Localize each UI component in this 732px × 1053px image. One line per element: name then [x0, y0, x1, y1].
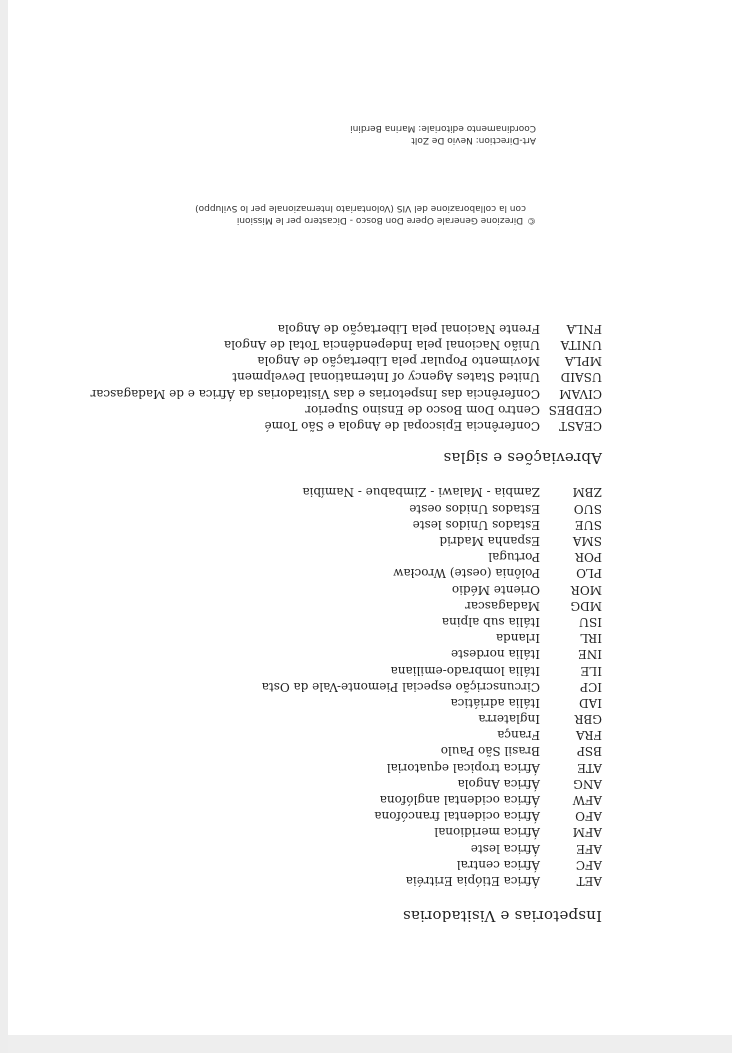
coordination-text: Coordinamento editoriale: Marina Berdini — [350, 123, 536, 133]
abbreviation-code: IRL — [580, 631, 602, 646]
inspectorias-title: Inspetorias e Visitadorias — [402, 907, 602, 925]
abbreviation-name: África meridional — [434, 825, 540, 840]
list-item — [262, 840, 602, 856]
list-item — [262, 792, 602, 808]
abbreviation-code: AFC — [575, 857, 602, 872]
abbreviation-code: AFM — [572, 825, 602, 840]
abbreviation-code: AFO — [575, 809, 602, 824]
scan-edge-top — [0, 1035, 732, 1053]
list-item — [90, 321, 602, 337]
abbreviation-name: África Etiópia Eritréia — [405, 874, 540, 888]
abbreviation-name: Portugal — [488, 550, 540, 565]
abbreviation-name: União Nacional pela Independência Total de Angola — [223, 338, 540, 353]
list-item — [262, 857, 602, 873]
art-direction-text: Art-Direction: Nevio De Zolt — [411, 135, 536, 145]
abbreviation-name: Inglaterra — [478, 712, 540, 727]
colophon-coordination — [350, 122, 536, 133]
list-item — [262, 501, 602, 517]
abbreviation-name: Polônia (oeste) Wrocław — [393, 566, 540, 581]
list-item — [90, 353, 602, 369]
colophon-line2: con la collaborazione del VIS (Volontariato Internazionale per lo Sviluppo) — [195, 203, 526, 213]
abbreviation-name: Estados Unidos oeste — [409, 501, 540, 516]
abbreviation-code: IAD — [578, 695, 602, 710]
abbreviation-name: África leste — [470, 841, 540, 856]
abbreviation-code: BSP — [576, 744, 602, 759]
abbreviation-name: Brasil São Paulo — [440, 744, 540, 759]
abbreviation-name: África tropical equatorial — [386, 760, 540, 775]
abbreviation-code: CEAST — [559, 419, 602, 433]
abbreviation-code: GBR — [574, 712, 602, 727]
list-item — [262, 549, 602, 565]
list-item — [262, 517, 602, 533]
list-item — [262, 679, 602, 695]
abreviacoes-list — [90, 321, 602, 434]
list-item — [262, 808, 602, 824]
abbreviation-code: ATE — [577, 760, 602, 775]
colophon-line1: Direzione Generale Opere Don Bosco - Dicastero per le Missioni — [236, 215, 524, 225]
abbreviation-code: AFW — [572, 793, 602, 808]
list-item — [262, 484, 602, 500]
list-item — [90, 369, 602, 385]
abbreviation-code: AET — [576, 874, 602, 888]
list-item — [262, 614, 602, 630]
list-item — [262, 776, 602, 792]
list-item — [262, 565, 602, 581]
abbreviation-name: Itália sub alpina — [441, 615, 540, 629]
abbreviation-name: Madagascar — [465, 598, 540, 613]
abbreviation-name: Itália adriática — [450, 695, 540, 710]
abbreviation-name: Movimento Popular pela Libertação de Angola — [257, 354, 540, 369]
list-item — [262, 598, 602, 614]
abbreviation-name: África ocidental anglófona — [379, 793, 540, 808]
abbreviation-name: Conferência Episcopal de Angola e São Tomé — [264, 419, 540, 433]
abbreviation-code: MDG — [570, 598, 602, 613]
list-item — [90, 402, 602, 418]
abbreviation-code: SUE — [574, 517, 602, 532]
list-item — [262, 743, 602, 759]
abbreviation-code: ZBM — [572, 485, 602, 500]
abbreviation-name: Circunscrição especial Piemonte-Vale da Osta — [261, 679, 540, 694]
abbreviation-name: Estados Unidos leste — [412, 517, 540, 532]
abbreviation-code: USAID — [560, 370, 602, 385]
abbreviation-code: ISU — [578, 615, 602, 629]
abreviacoes-title: Abreviações e siglas — [443, 449, 602, 467]
abbreviation-code: FRA — [575, 728, 602, 743]
list-item — [262, 824, 602, 840]
list-item — [262, 727, 602, 743]
abbreviation-code: CEDBES — [548, 402, 602, 417]
abbreviation-name: Conferência das Inspetorias e das Visitadorias da África e de Madagascar — [90, 386, 540, 401]
list-item — [262, 873, 602, 889]
list-item — [262, 695, 602, 711]
abbreviation-name: Zambia - Malawi - Zimbabue - Namíbia — [302, 485, 540, 500]
abbreviation-code: PLO — [576, 566, 602, 581]
abbreviation-code: ANG — [573, 776, 602, 791]
abbreviation-code: MPLA — [565, 354, 602, 369]
list-item — [262, 533, 602, 549]
abbreviation-code: POR — [575, 550, 602, 565]
abbreviation-name: Frente Nacional pela Libertação de Angola — [277, 321, 540, 336]
abbreviation-name: França — [497, 728, 540, 743]
list-item — [262, 760, 602, 776]
list-item — [90, 337, 602, 353]
abbreviation-code: SUO — [573, 501, 602, 516]
abbreviation-code: ILE — [580, 663, 602, 678]
list-item — [262, 711, 602, 727]
list-item — [90, 418, 602, 434]
abbreviation-code: CIVAM — [559, 386, 602, 401]
abbreviation-name: United States Agency of International Develpment — [232, 370, 540, 385]
copyright-symbol: © — [527, 215, 536, 225]
abbreviation-code: SMA — [572, 534, 602, 549]
abbreviation-name: África central — [456, 857, 540, 872]
abbreviation-code: FNLA — [566, 321, 602, 336]
abbreviation-name: Espanha Madrid — [439, 534, 540, 549]
abbreviation-name: África Angola — [457, 776, 540, 791]
abbreviation-code: UNITA — [560, 338, 602, 353]
abbreviation-code: INE — [578, 647, 602, 662]
abbreviation-name: Oriente Médio — [451, 582, 540, 597]
colophon-art-direction — [411, 134, 536, 145]
abbreviation-name: Itália lombrado-emiliana — [390, 663, 540, 678]
abbreviation-name: África ocidental francófona — [374, 809, 540, 824]
list-item — [262, 662, 602, 678]
scan-edge-right — [0, 0, 8, 1053]
colophon-publisher — [237, 214, 536, 225]
abbreviation-name: Centro Dom Bosco de Ensino Superior — [305, 402, 540, 417]
list-item — [262, 646, 602, 662]
list-item — [90, 385, 602, 401]
inspectorias-list — [262, 484, 602, 889]
abbreviation-name: Irlanda — [495, 631, 540, 646]
list-item — [262, 581, 602, 597]
abbreviation-code: ICP — [580, 679, 602, 694]
abbreviation-code: MOR — [570, 582, 602, 597]
abbreviation-name: Itália nordeste — [451, 647, 540, 662]
abbreviation-code: AFE — [576, 841, 602, 856]
list-item — [262, 630, 602, 646]
